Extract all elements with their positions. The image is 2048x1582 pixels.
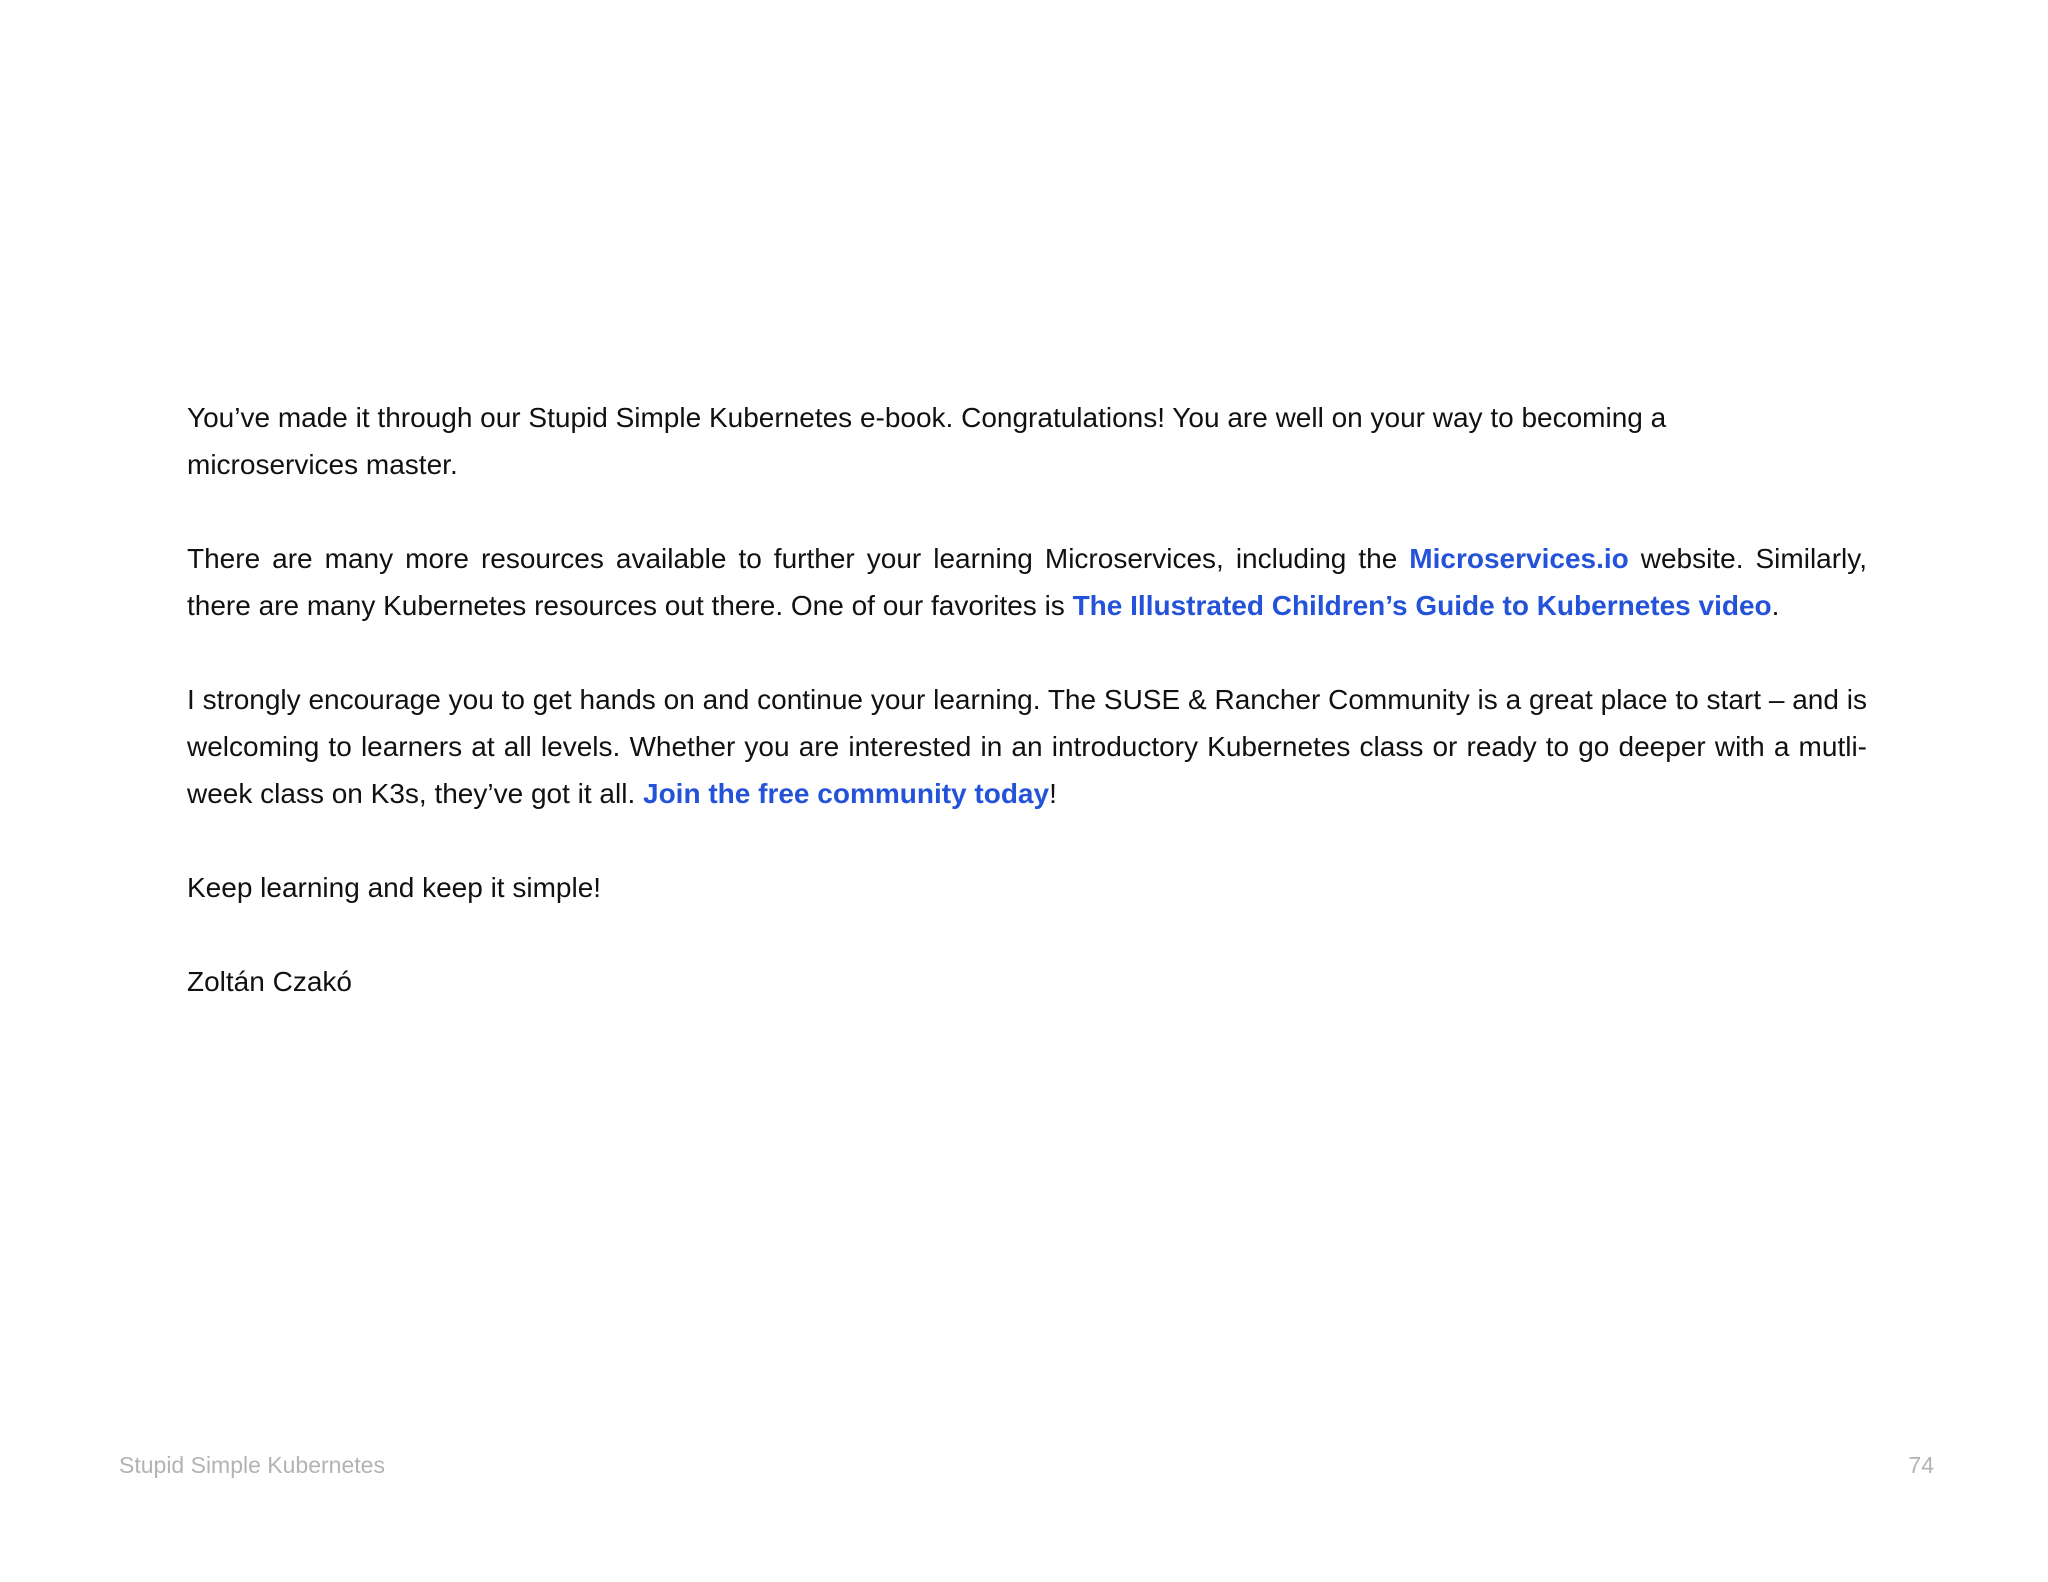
intro-paragraph: You’ve made it through our Stupid Simple Kubernetes e-book. Congratulations! You are well on your way to becoming a microservices master. [187,402,1667,480]
author-signature: Zoltán Czakó [187,966,352,997]
resources-text-after: . [1771,590,1780,621]
closing-paragraph: Keep learning and keep it simple! [187,872,602,903]
resources-text-middle: website. Similarly, there are many Kubernetes resources out there. One of our favorites is [187,543,1867,621]
footer-book-title: Stupid Simple Kubernetes [119,1452,385,1478]
page-content [187,394,1867,1052]
resources-text-before: There are many more resources available to further your learning Microservices, including the [187,543,1410,574]
join-community-link[interactable]: Join the free community today [643,778,1050,809]
page-number: 74 [1908,1452,1934,1478]
community-text-after: ! [1049,778,1057,809]
microservices-io-link[interactable]: Microservices.io [1409,543,1629,574]
community-paragraph [187,676,1867,817]
resources-paragraph [187,535,1867,629]
illustrated-guide-video-link[interactable]: The Illustrated Children’s Guide to Kubernetes video [1072,590,1772,621]
community-text-before: I strongly encourage you to get hands on and continue your learning. The SUSE & Rancher Community is a great place to start – and is welcoming to learners at all levels. Whether you are interested in an introductory Kubernetes class or ready to go deeper with a mutli-week class on K3s, they’ve got it all. [187,684,1867,809]
